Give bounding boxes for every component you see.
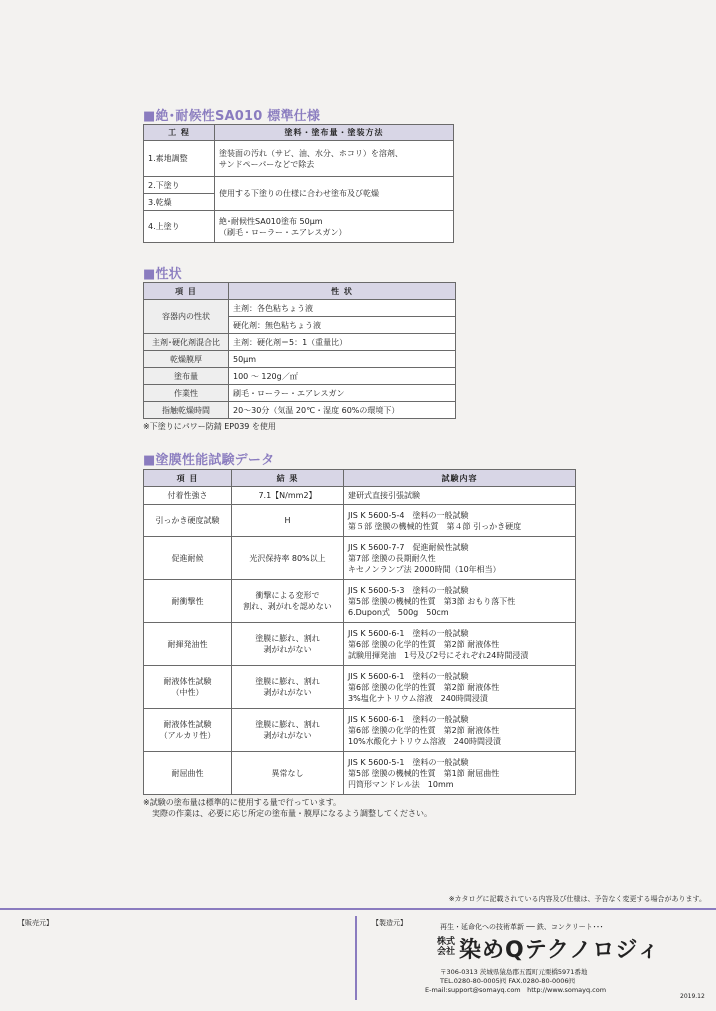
tests-result: H — [232, 505, 344, 537]
maker-web: E-mail:support@somayq.com http://www.somayq.com — [425, 986, 607, 994]
catalog-disclaimer: ※カタログに記載されている内容及び仕様は、予告なく変更する場合があります。 — [448, 895, 706, 903]
tests-result: 7.1【N/mm2】 — [232, 487, 344, 505]
props-value: 100 ～ 120g／㎡ — [229, 368, 456, 385]
spec-step: 4.上塗り — [144, 211, 215, 243]
maker-tagline: 再生・延命化への技術革新 ── 鉄、コンクリート･･･ — [440, 923, 604, 931]
props-value: 主剤：各色粘ちょう液 — [229, 300, 456, 317]
tests-header-item: 項 目 — [144, 470, 232, 487]
tests-item: 耐屈曲性 — [144, 752, 232, 795]
tests-item: 引っかき硬度試験 — [144, 505, 232, 537]
tests-result: 塗膜に膨れ、割れ 剥がれがない — [232, 623, 344, 666]
props-item: 指触乾燥時間 — [144, 402, 229, 419]
tests-item: 付着性強さ — [144, 487, 232, 505]
tests-header-content: 試験内容 — [344, 470, 576, 487]
company-name: 染めQテクノロジィ — [459, 938, 661, 963]
tests-item: 促進耐候 — [144, 537, 232, 580]
tests-item: 耐衝撃性 — [144, 580, 232, 623]
props-item: 容器内の性状 — [144, 300, 229, 334]
props-value: 硬化剤：無色粘ちょう液 — [229, 317, 456, 334]
tests-result: 光沢保持率 80%以上 — [232, 537, 344, 580]
tests-note-1: ※試験の塗布量は標準的に使用する量で行っています。 — [143, 798, 342, 807]
maker-label: 【製造元】 — [372, 919, 407, 927]
tests-content: JIS K 5600-6-1 塗料の一般試験 第6部 塗膜の化学的性質 第2節 耐液体性 3%塩化ナトリウム溶液 240時間浸漬 — [344, 666, 576, 709]
tests-content: JIS K 5600-7-7 促進耐候性試験 第7部 塗膜の長期耐久性 キセノンランプ法 2000時間（10年相当） — [344, 537, 576, 580]
spec-step: 1.素地調整 — [144, 141, 215, 177]
footer-divider — [0, 908, 716, 910]
tests-result: 塗膜に膨れ、割れ 剥がれがない — [232, 709, 344, 752]
tests-content: JIS K 5600-5-1 塗料の一般試験 第5部 塗膜の機械的性質 第1節 耐屈曲性 円筒形マンドレル法 10mm — [344, 752, 576, 795]
spec-method: 絶･耐候性SA010塗布 50μm （刷毛・ローラー・エアレスガン） — [215, 211, 454, 243]
footer-vertical-bar — [355, 916, 357, 1000]
company-logo — [437, 933, 661, 963]
spec-header-method: 塗料・塗布量・塗装方法 — [215, 125, 454, 141]
tests-title: ■塗膜性能試験データ — [143, 453, 275, 468]
props-note: ※下塗りにパワー防錆 EP039 を使用 — [143, 422, 276, 431]
tests-result: 異常なし — [232, 752, 344, 795]
props-header-item: 項 目 — [144, 283, 229, 300]
tests-result: 塗膜に膨れ、割れ 剥がれがない — [232, 666, 344, 709]
tests-header-result: 結 果 — [232, 470, 344, 487]
spec-step: 2.下塗り — [144, 177, 215, 194]
props-title: ■性状 — [143, 267, 182, 282]
tests-item: 耐揮発油性 — [144, 623, 232, 666]
tests-content: JIS K 5600-5-4 塗料の一般試験 第５部 塗膜の機械的性質 第４節 引っかき硬度 — [344, 505, 576, 537]
tests-note-2: 実際の作業は、必要に応じ所定の塗布量・膜厚になるよう調整してください。 — [152, 809, 432, 818]
props-value: 刷毛・ローラー・エアレスガン — [229, 385, 456, 402]
tests-content: 建研式直接引張試験 — [344, 487, 576, 505]
props-item: 乾燥膜厚 — [144, 351, 229, 368]
company-kk: 株式会社 — [437, 937, 456, 957]
spec-step: 3.乾燥 — [144, 194, 215, 211]
spec-method: 塗装面の汚れ（サビ、油、水分、ホコリ）を溶剤、 サンドペーパーなどで除去 — [215, 141, 454, 177]
spec-table — [143, 124, 454, 243]
props-value: 20～30分（気温 20℃・湿度 60%の環境下） — [229, 402, 456, 419]
tests-table — [143, 469, 576, 795]
props-header-value: 性 状 — [229, 283, 456, 300]
tests-content: JIS K 5600-5-3 塗料の一般試験 第5部 塗膜の機械的性質 第3節 おもり落下性 6.Dupon式 500g 50cm — [344, 580, 576, 623]
tests-result: 衝撃による変形で 割れ、剥がれを認めない — [232, 580, 344, 623]
props-item: 主剤･硬化剤混合比 — [144, 334, 229, 351]
spec-method: 使用する下塗りの仕様に合わせ塗布及び乾燥 — [215, 177, 454, 211]
seller-label: 【販売元】 — [18, 919, 53, 927]
tests-content: JIS K 5600-6-1 塗料の一般試験 第6部 塗膜の化学的性質 第2節 耐液体性 10%水酸化ナトリウム溶液 240時間浸漬 — [344, 709, 576, 752]
props-item: 塗布量 — [144, 368, 229, 385]
issue-date: 2019.12 — [680, 993, 705, 1000]
spec-header-step: 工 程 — [144, 125, 215, 141]
props-table — [143, 282, 456, 419]
tests-content: JIS K 5600-6-1 塗料の一般試験 第6部 塗膜の化学的性質 第2節 耐液体性 試験用揮発油 1号及び2号にそれぞれ24時間浸漬 — [344, 623, 576, 666]
props-item: 作業性 — [144, 385, 229, 402]
tests-item: 耐液体性試験 （アルカリ性） — [144, 709, 232, 752]
spec-title: ■絶･耐候性SA010 標準仕様 — [143, 109, 321, 124]
maker-address: 〒306-0313 茨城県猿島郡五霞町元栗橋5971番地 — [440, 968, 588, 976]
maker-tel: TEL.0280-80-0005㈹ FAX.0280-80-0006㈹ — [440, 977, 576, 985]
props-value: 50μm — [229, 351, 456, 368]
props-value: 主剤：硬化剤＝5：1（重量比） — [229, 334, 456, 351]
tests-item: 耐液体性試験 （中性） — [144, 666, 232, 709]
